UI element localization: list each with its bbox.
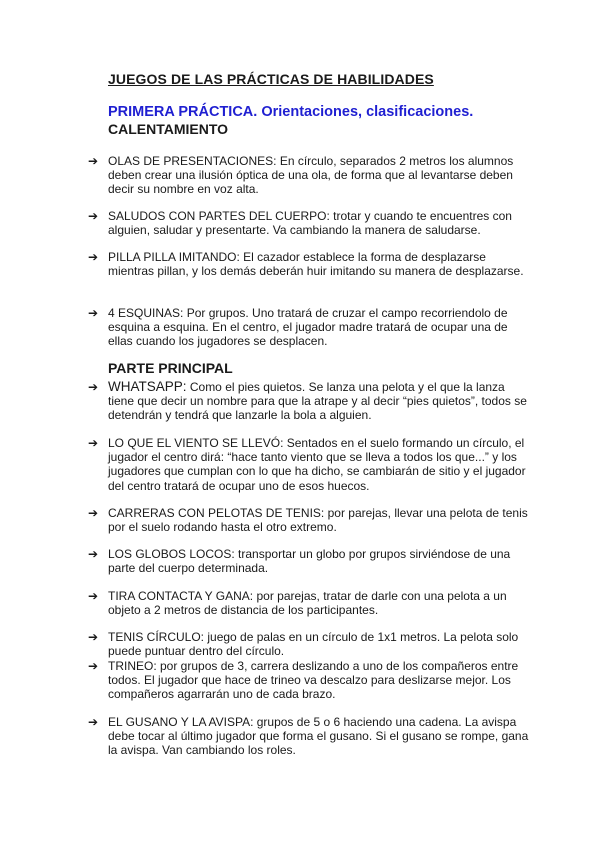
item-title: LOS GLOBOS LOCOS: — [108, 547, 235, 561]
list-item — [88, 380, 530, 423]
section-heading-warmup: CALENTAMIENTO — [108, 121, 229, 137]
item-text: En círculo, separados 2 metros los alumnos deben crear una ilusión óptica de una ola, de forma que al levantarse deben decir su nombre en voz alta. — [108, 154, 514, 197]
arrow-icon: ➔ — [88, 630, 99, 644]
arrow-icon: ➔ — [88, 547, 99, 561]
item-title: SALUDOS CON PARTES DEL CUERPO: — [108, 209, 330, 223]
arrow-icon: ➔ — [88, 154, 99, 168]
section-heading-main: PARTE PRINCIPAL — [108, 360, 233, 376]
list-item — [88, 250, 530, 278]
list-item — [88, 589, 530, 617]
item-title: TRINEO: — [108, 659, 157, 673]
list-item — [88, 306, 530, 349]
list-item — [88, 209, 530, 237]
item-title: WHATSAPP: — [108, 379, 187, 394]
list-item — [88, 506, 530, 534]
list-item — [88, 659, 530, 702]
arrow-icon: ➔ — [88, 436, 99, 450]
item-title: CARRERAS CON PELOTAS DE TENIS: — [108, 506, 325, 520]
arrow-icon: ➔ — [88, 506, 99, 520]
arrow-icon: ➔ — [88, 250, 99, 264]
item-title: EL GUSANO Y LA AVISPA: — [108, 715, 254, 729]
item-title: TENIS CÍRCULO: — [108, 630, 205, 644]
item-title: PILLA PILLA IMITANDO: — [108, 250, 240, 264]
arrow-icon: ➔ — [88, 209, 99, 223]
list-item — [88, 436, 530, 493]
item-text: juego de palas en un círculo de 1x1 metros. La pelota solo puede puntuar dentro del círculo. — [108, 630, 519, 659]
item-text: transportar un globo por grupos sirviéndose de una parte del cuerpo determinada. — [108, 547, 511, 576]
arrow-icon: ➔ — [88, 715, 99, 729]
item-text: por parejas, llevar una pelota de tenis por el suelo rodando hasta el otro extremo. — [108, 506, 528, 535]
list-item — [88, 154, 530, 197]
item-title: 4 ESQUINAS: — [108, 306, 184, 320]
item-text: trotar y cuando te encuentres con alguien, saludar y presentarte. Va cambiando la manera de saludarse. — [108, 209, 512, 238]
arrow-icon: ➔ — [88, 659, 99, 673]
item-text: por parejas, tratar de darle con una pelota a un objeto a 2 metros de distancia de los participantes. — [108, 589, 507, 618]
item-text: por grupos de 3, carrera deslizando a uno de los compañeros entre todos. El jugador que hace de trineo va descalzo para deslizarse mejor. Los compañeros agarrarán uno de cada brazo. — [108, 659, 519, 702]
item-text: El cazador establece la forma de desplazarse mientras pillan, y los demás deberán huir imitando su manera de desplazarse. — [108, 250, 524, 279]
item-title: LO QUE EL VIENTO SE LLEVÓ: — [108, 436, 284, 450]
practice-heading: PRIMERA PRÁCTICA. Orientaciones, clasificaciones. — [108, 104, 474, 120]
item-title: OLAS DE PRESENTACIONES: — [108, 154, 277, 168]
arrow-icon: ➔ — [88, 589, 99, 603]
item-title: TIRA CONTACTA Y GANA: — [108, 589, 254, 603]
arrow-icon: ➔ — [88, 306, 99, 320]
item-text: Sentados en el suelo formando un círculo, el jugador el centro dirá: “hace tanto viento que se lleva a todos los que...” y los jugadores que cumplan con lo que ha dicho, se cambiarán de sitio y el jugador del centro tratará de ocupar uno de esos huecos. — [108, 436, 526, 493]
document-title: JUEGOS DE LAS PRÁCTICAS DE HABILIDADES — [108, 71, 434, 87]
item-text: grupos de 5 o 6 haciendo una cadena. La avispa debe tocar al último jugador que forma el gusano. Si el gusano se rompe, gana la avispa. Van cambiando los roles. — [108, 715, 529, 758]
item-text: Por grupos. Uno tratará de cruzar el campo recorriendolo de esquina a esquina. En el centro, el jugador madre tratará de ocupar una de ellas cuando los jugadores se desplacen. — [108, 306, 508, 349]
item-text: Como el pies quietos. Se lanza una pelota y el que la lanza tiene que decir un nombre para que la atrape y al decir “pies quietos”, todos se detendrán y tendrá que lanzarle la bola a alguien. — [108, 380, 527, 423]
list-item — [88, 547, 530, 575]
arrow-icon: ➔ — [88, 380, 99, 394]
list-item — [88, 715, 530, 758]
list-item — [88, 630, 530, 658]
